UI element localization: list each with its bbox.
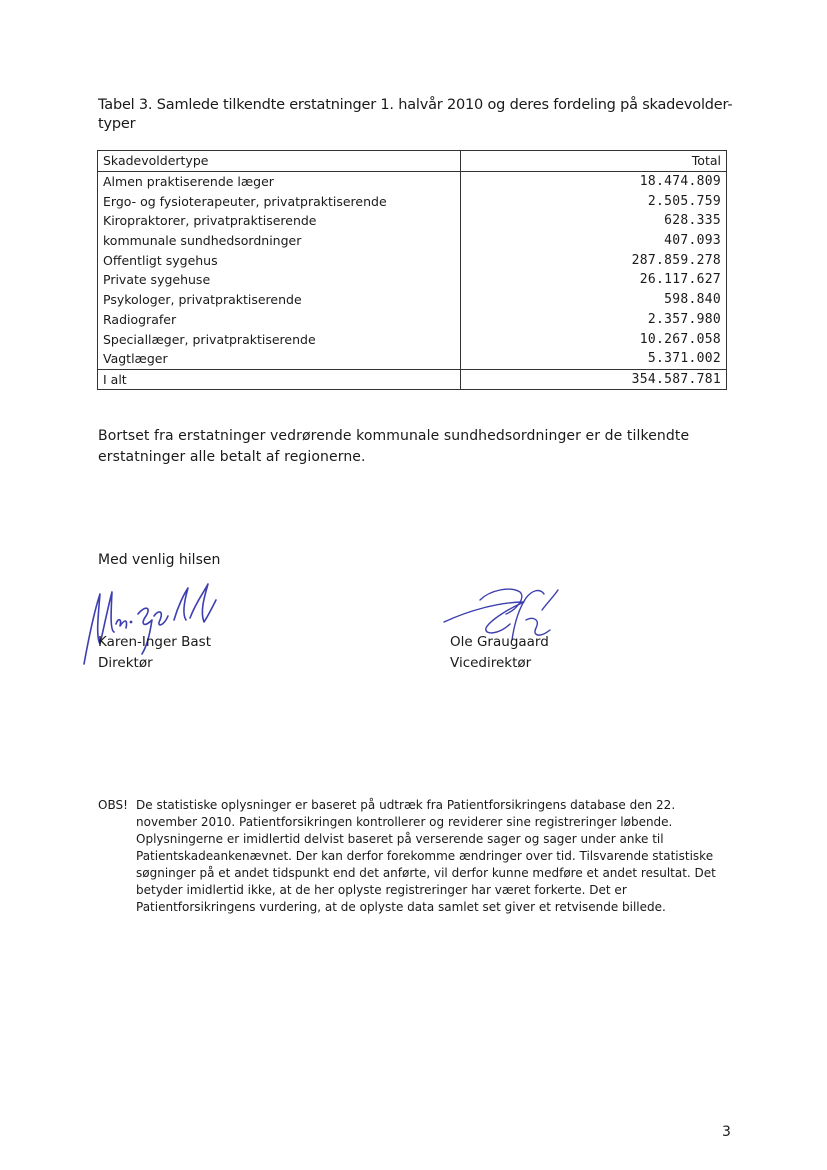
row-value: 26.117.627 [461,270,727,290]
compensation-table [97,150,727,390]
row-label: Speciallæger, privatpraktiserende [98,329,461,349]
table-row [98,191,727,211]
row-value: 2.505.759 [461,191,727,211]
row-value: 598.840 [461,290,727,310]
table-row [98,310,727,330]
table-row [98,171,727,191]
column-header-total: Total [461,151,727,172]
row-label: Vagtlæger [98,349,461,369]
table-row [98,349,727,369]
row-label: Psykologer, privatpraktiserende [98,290,461,310]
signatory-1 [98,632,211,674]
total-value: 354.587.781 [461,369,727,390]
table-row [98,329,727,349]
row-label: Radiografer [98,310,461,330]
page-number: 3 [722,1124,731,1140]
note-label: OBS! [98,798,128,812]
total-label: I alt [98,369,461,390]
row-value: 287.859.278 [461,250,727,270]
row-value: 5.371.002 [461,349,727,369]
signatory-2-title: Vicedirektør [450,655,532,671]
row-value: 10.267.058 [461,329,727,349]
disclaimer-note [98,797,738,916]
table-caption: Tabel 3. Samlede tilkendte erstatninger 1. halvår 2010 og deres fordeling på skadevolder-typer [98,97,733,132]
table-row [98,290,727,310]
column-header-type: Skadevoldertype [98,151,461,172]
row-label: Ergo- og fysioterapeuter, privatpraktiserende [98,191,461,211]
row-label: Almen praktiserende læger [98,171,461,191]
row-value: 628.335 [461,211,727,231]
row-value: 407.093 [461,231,727,251]
signatory-2-name: Ole Graugaard [450,634,549,650]
row-label: Private sygehuse [98,270,461,290]
table-total-row [98,369,727,390]
table-row [98,211,727,231]
table-header-row [98,151,727,172]
table-row [98,270,727,290]
row-label: kommunale sundhedsordninger [98,231,461,251]
closing-greeting: Med venlig hilsen [98,552,221,568]
signatory-2 [450,632,549,674]
table-row [98,250,727,270]
table-row [98,231,727,251]
note-text: De statistiske oplysninger er baseret på udtræk fra Patientforsikringens database den 22. november 2010. Patientforsikringen kontrollerer og reviderer sine registreringer løbende. Oplysningerne er imidlertid delvist baseret på verserende sager og sager under anke til Patientskadeankenævnet. Der kan derfor forekomme ændringer over tid. Tilsvarende statistiske søgninger på et andet tidspunkt end det anførte, vil derfor kunne medføre et andet resultat. Det betyder imidlertid ikke, at de her oplyste registreringer har været forkerte. Det er Patientforsikringens vurdering, at de oplyste data samlet set giver et retvisende billede. [136,798,716,914]
signatory-1-title: Direktør [98,655,153,671]
row-value: 2.357.980 [461,310,727,330]
row-label: Kiropraktorer, privatpraktiserende [98,211,461,231]
body-paragraph: Bortset fra erstatninger vedrørende kommunale sundhedsordninger er de tilkendte erstatninger alle betalt af regionerne. [98,428,690,465]
row-value: 18.474.809 [461,171,727,191]
signatory-1-name: Karen-Inger Bast [98,634,211,650]
row-label: Offentligt sygehus [98,250,461,270]
